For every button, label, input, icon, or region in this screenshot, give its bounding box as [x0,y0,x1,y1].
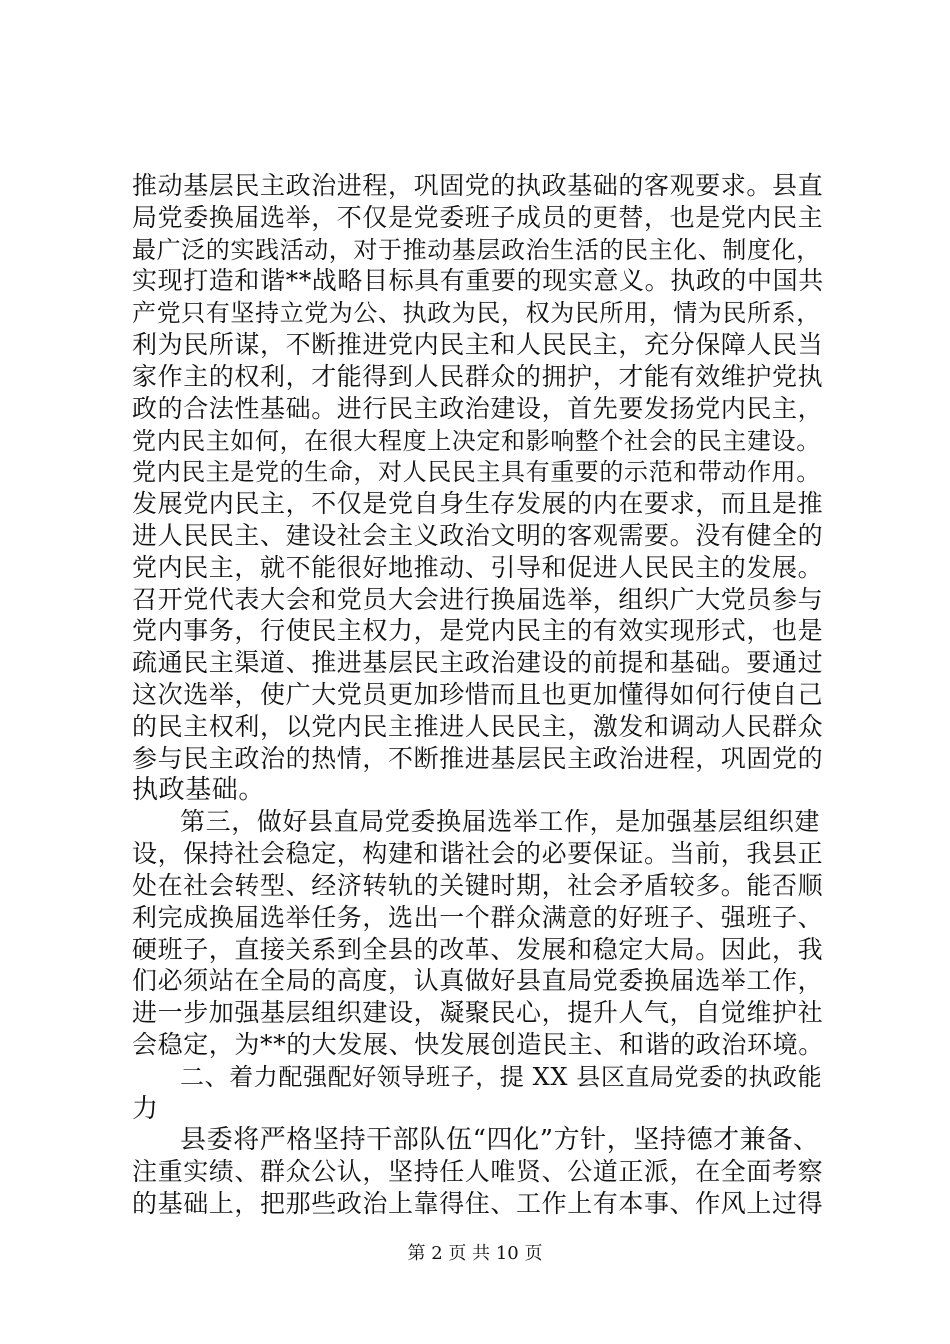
text-line: 利完成换届选举任务，选出一个群众满意的好班子、强班子、 [132,903,824,932]
text-line: 处在社会转型、经济转轨的关键时期，社会矛盾较多。能否顺 [132,871,824,900]
text-line: 产党只有坚持立党为公、执政为民，权为民所用，情为民所系， [132,299,821,327]
text-line: 硬班子，直接关系到全县的改革、发展和稳定大局。因此，我 [132,935,824,964]
text-line: 党内事务，行使民主权力，是党内民主的有效实现形式，也是 [132,616,824,645]
text-line: 利为民所谋，不断推进党内民主和人民民主，充分保障人民当 [132,330,824,359]
section-heading: 二、着力配强配好领导班子，提 XX 县区直局党委的执政能 [180,1063,823,1091]
text-line: 注重实绩、群众公认，坚持任人唯贤、公道正派，在全面考察 [132,1157,824,1186]
text-line: 们必须站在全局的高度，认真做好县直局党委换届选举工作， [132,966,824,995]
text-line: 党内民主，就不能很好地推动、引导和促进人民民主的发展。 [132,553,824,582]
text-line: 最广泛的实践活动，对于推动基层政治生活的民主化、制度化， [132,236,821,264]
text-line: 政的合法性基础。进行民主政治建设，首先要发扬党内民主， [132,394,824,423]
text-line: 县委将严格坚持干部队伍“四化”方针，坚持德才兼备、 [180,1125,820,1155]
text-line: 参与民主政治的热情，不断推进基层民主政治进程，巩固党的 [132,744,824,773]
text-line: 第三，做好县直局党委换届选举工作，是加强基层组织建 [180,807,821,836]
section-heading: 力 [132,1094,159,1124]
text-line: 设，保持社会稳定，构建和谐社会的必要保证。当前，我县正 [132,839,824,868]
text-line: 的基础上，把那些政治上靠得住、工作上有本事、作风上过得 [132,1189,824,1218]
text-line: 这次选举，使广大党员更加珍惜而且也更加懂得如何行使自己 [132,680,824,709]
text-line: 进人民民主、建设社会主义政治文明的客观需要。没有健全的 [132,521,824,550]
text-line: 局党委换届选举，不仅是党委班子成员的更替，也是党内民主 [132,203,824,232]
text-line: 执政基础。 [132,775,266,805]
text-line: 进一步加强基层组织建设，凝聚民心，提升人气，自觉维护社 [132,998,824,1027]
text-line: 会稳定，为**的大发展、快发展创造民主、和谐的政治环境。 [132,1030,824,1059]
text-line: 疏通民主渠道、推进基层民主政治建设的前提和基础。要通过 [132,648,824,677]
text-line: 召开党代表大会和党员大会进行换届选举，组织广大党员参与 [132,585,824,614]
text-line: 党内民主是党的生命，对人民民主具有重要的示范和带动作用。 [132,458,821,486]
text-line: 党内民主如何，在很大程度上决定和影响整个社会的民主建设。 [132,427,821,455]
page-number-footer: 第 2 页 共 10 页 [407,1243,543,1264]
text-line: 的民主权利，以党内民主推进人民民主，激发和调动人民群众 [132,712,824,741]
text-line: 实现打造和谐**战略目标具有重要的现实意义。执政的中国共 [132,266,824,295]
text-line: 家作主的权利，才能得到人民群众的拥护，才能有效维护党执 [132,362,824,391]
text-line: 推动基层民主政治进程，巩固党的执政基础的客观要求。县直 [132,171,824,200]
text-line: 发展党内民主，不仅是党自身生存发展的内在要求，而且是推 [132,489,824,518]
